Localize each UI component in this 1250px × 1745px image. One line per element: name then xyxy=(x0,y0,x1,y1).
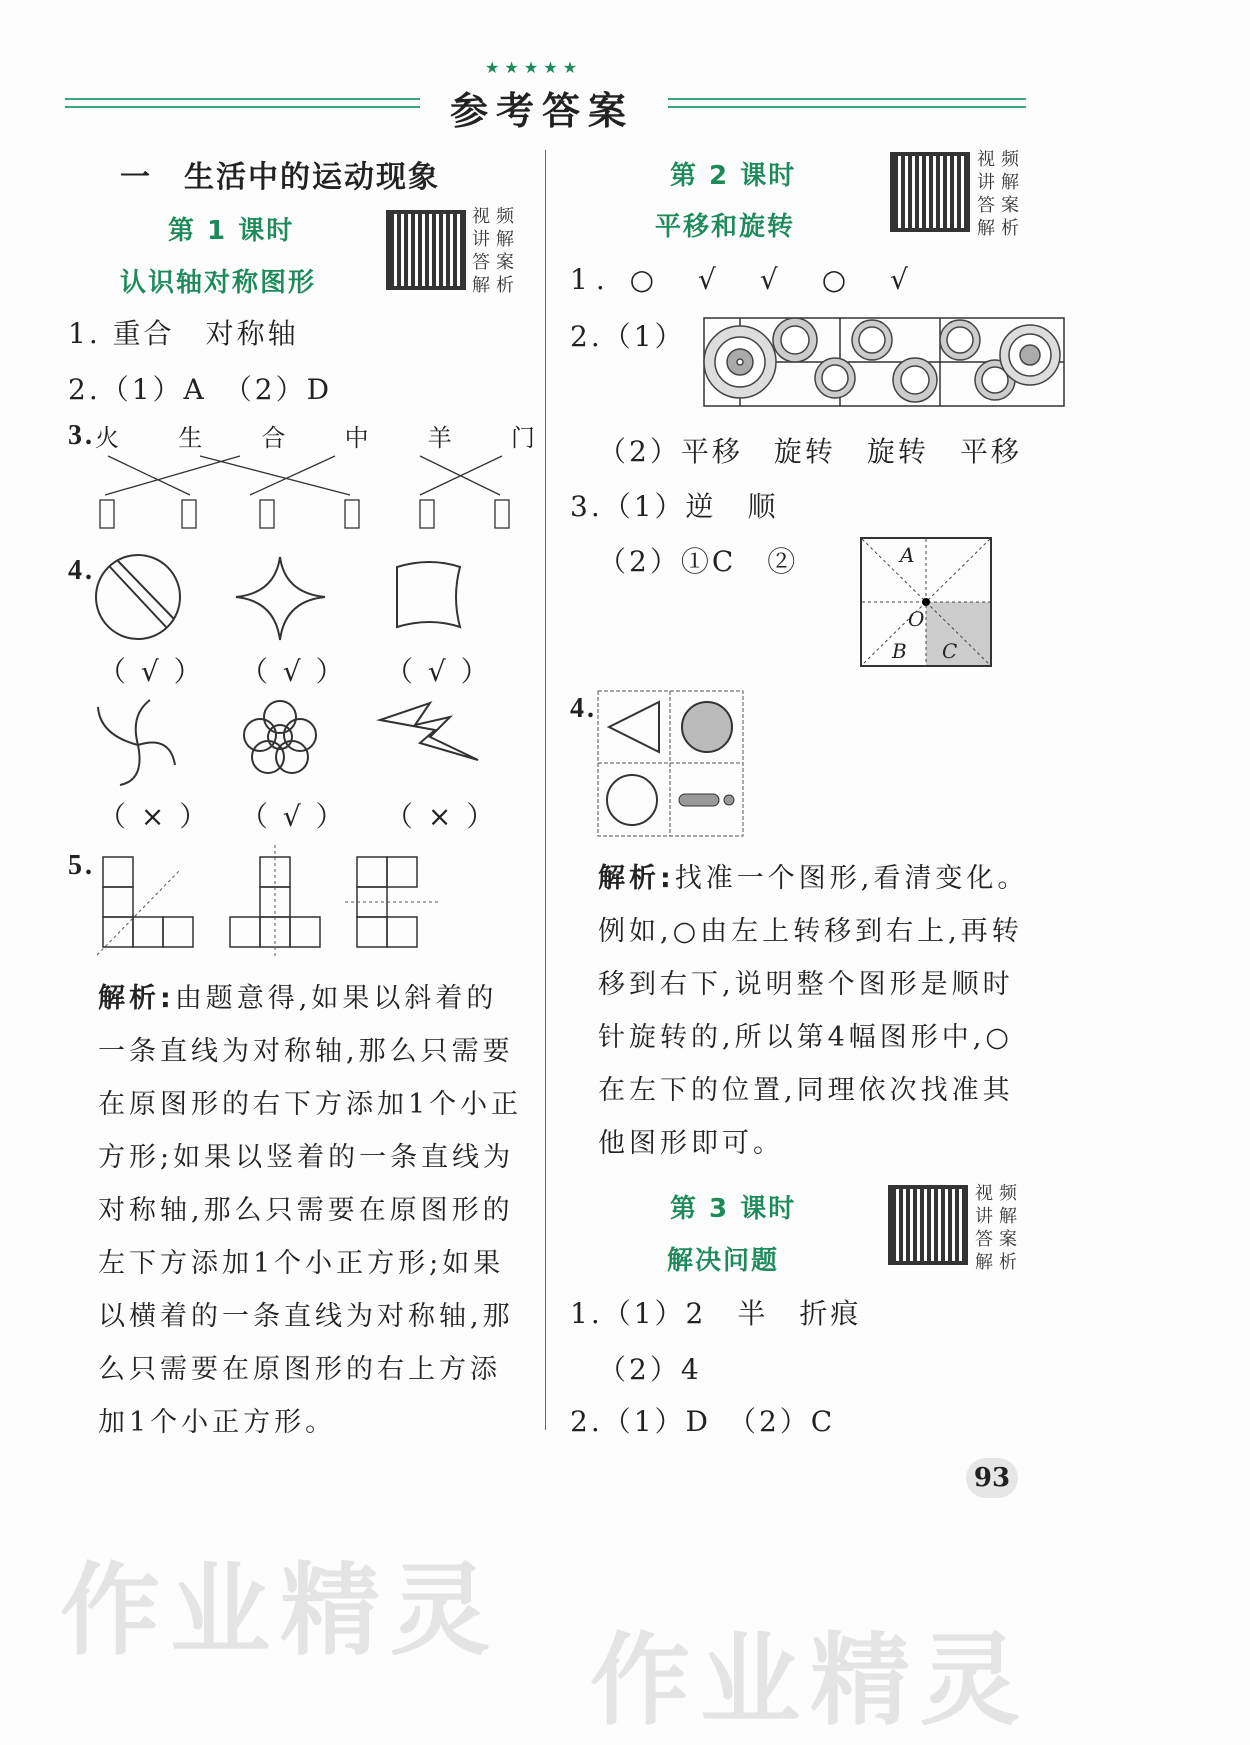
char: 中 xyxy=(344,424,369,452)
header-rule-right xyxy=(668,98,1026,108)
qr-label: 视频讲解 答案解析 xyxy=(977,149,1025,239)
q5-number: 5. xyxy=(68,850,95,881)
lesson-1-title: 第 1 课时 xyxy=(168,216,295,246)
char: 门 xyxy=(510,424,535,452)
q3-number: 3. xyxy=(68,420,95,451)
header-stars: ★ ★ ★ ★ ★ xyxy=(485,58,578,77)
r-q3-part2: （2）①C ② xyxy=(598,545,799,578)
q4-grid-figure xyxy=(597,690,745,838)
r-q3-part1: 3.（1）逆 顺 xyxy=(570,490,779,523)
lesson-1-topic: 认识轴对称图形 xyxy=(120,268,317,298)
label-a: A xyxy=(900,543,915,567)
q1-answer: 1. 重合 对称轴 xyxy=(68,317,299,350)
left-analysis xyxy=(98,972,528,1449)
qr-label: 视频讲解 答案解析 xyxy=(975,1183,1023,1273)
page-number: 93 xyxy=(966,1458,1018,1498)
page-title: 参考答案 xyxy=(450,89,635,133)
r3-q1-part2: （2）4 xyxy=(598,1353,702,1386)
q4-mark-6: （ × ） xyxy=(385,800,498,833)
q3-guide-lines xyxy=(862,539,990,665)
q3-characters xyxy=(95,418,535,453)
right-analysis xyxy=(598,852,1038,1170)
r-q1-answer: 1. ○ √ √ ○ √ xyxy=(570,263,917,296)
q4-mark-4: （ × ） xyxy=(98,800,211,833)
q3-matching-lines xyxy=(90,450,530,535)
q3-square-diagram xyxy=(860,537,992,667)
q4-mark-3: （ √ ） xyxy=(385,655,492,688)
q5-figures xyxy=(95,845,455,960)
qr-code[interactable] xyxy=(386,210,466,290)
r-q2-part2: （2）平移 旋转 旋转 平移 xyxy=(598,435,1022,468)
analysis-label: 解析: xyxy=(598,863,675,894)
analysis-text: 由题意得,如果以斜着的一条直线为对称轴,那么只需要在原图形的右下方添加1个小正方形;如果以竖着的一条直线为对称轴,那么只需要在原图形的左下方添加1个小正方形;如果以横着的一条直线为对称轴,那么只需要在原图形的右上方添加1个小正方形。 xyxy=(98,983,523,1438)
r3-q1-part1: 1.（1）2 半 折痕 xyxy=(570,1297,862,1330)
label-c: C xyxy=(942,639,958,663)
r-q4-number: 4. xyxy=(570,693,597,724)
lesson-2-title: 第 2 课时 xyxy=(670,161,797,191)
label-b: B xyxy=(892,639,907,663)
lesson-3-topic: 解决问题 xyxy=(667,1246,780,1276)
header-rule-left xyxy=(65,98,420,108)
q4-mark-2: （ √ ） xyxy=(240,655,347,688)
q2-gear-diagram xyxy=(700,310,1070,410)
q2-answer: 2.（1）A （2）D xyxy=(68,373,333,406)
r3-q2-answer: 2.（1）D （2）C xyxy=(570,1405,836,1438)
label-o: O xyxy=(908,607,925,631)
watermark: 作业精灵 xyxy=(60,1552,500,1669)
q4-mark-1: （ √ ） xyxy=(98,655,205,688)
r-q2-part1: 2.（1） xyxy=(570,320,686,353)
char: 火 xyxy=(95,424,119,452)
unit-title: 一 生活中的运动现象 xyxy=(120,160,440,195)
char: 羊 xyxy=(427,424,452,452)
char: 生 xyxy=(178,424,203,452)
watermark: 作业精灵 xyxy=(590,1622,1030,1739)
q4-number: 4. xyxy=(68,555,95,586)
qr-code[interactable] xyxy=(890,152,970,232)
lesson-3-title: 第 3 课时 xyxy=(670,1194,797,1224)
lesson-2-topic: 平移和旋转 xyxy=(655,212,796,242)
q4-mark-5: （ √ ） xyxy=(240,800,347,833)
char: 合 xyxy=(261,424,286,452)
column-divider xyxy=(545,150,546,1430)
analysis-text: 找准一个图形,看清变化。例如,○由左上转移到右上,再转移到右下,说明整个图形是顺时针旋转的,所以第4幅图形中,○在左下的位置,同理依次找准其他图形即可。 xyxy=(598,863,1029,1159)
qr-code[interactable] xyxy=(888,1185,968,1265)
qr-label: 视频讲解 答案解析 xyxy=(472,206,520,296)
analysis-label: 解析: xyxy=(98,983,175,1014)
